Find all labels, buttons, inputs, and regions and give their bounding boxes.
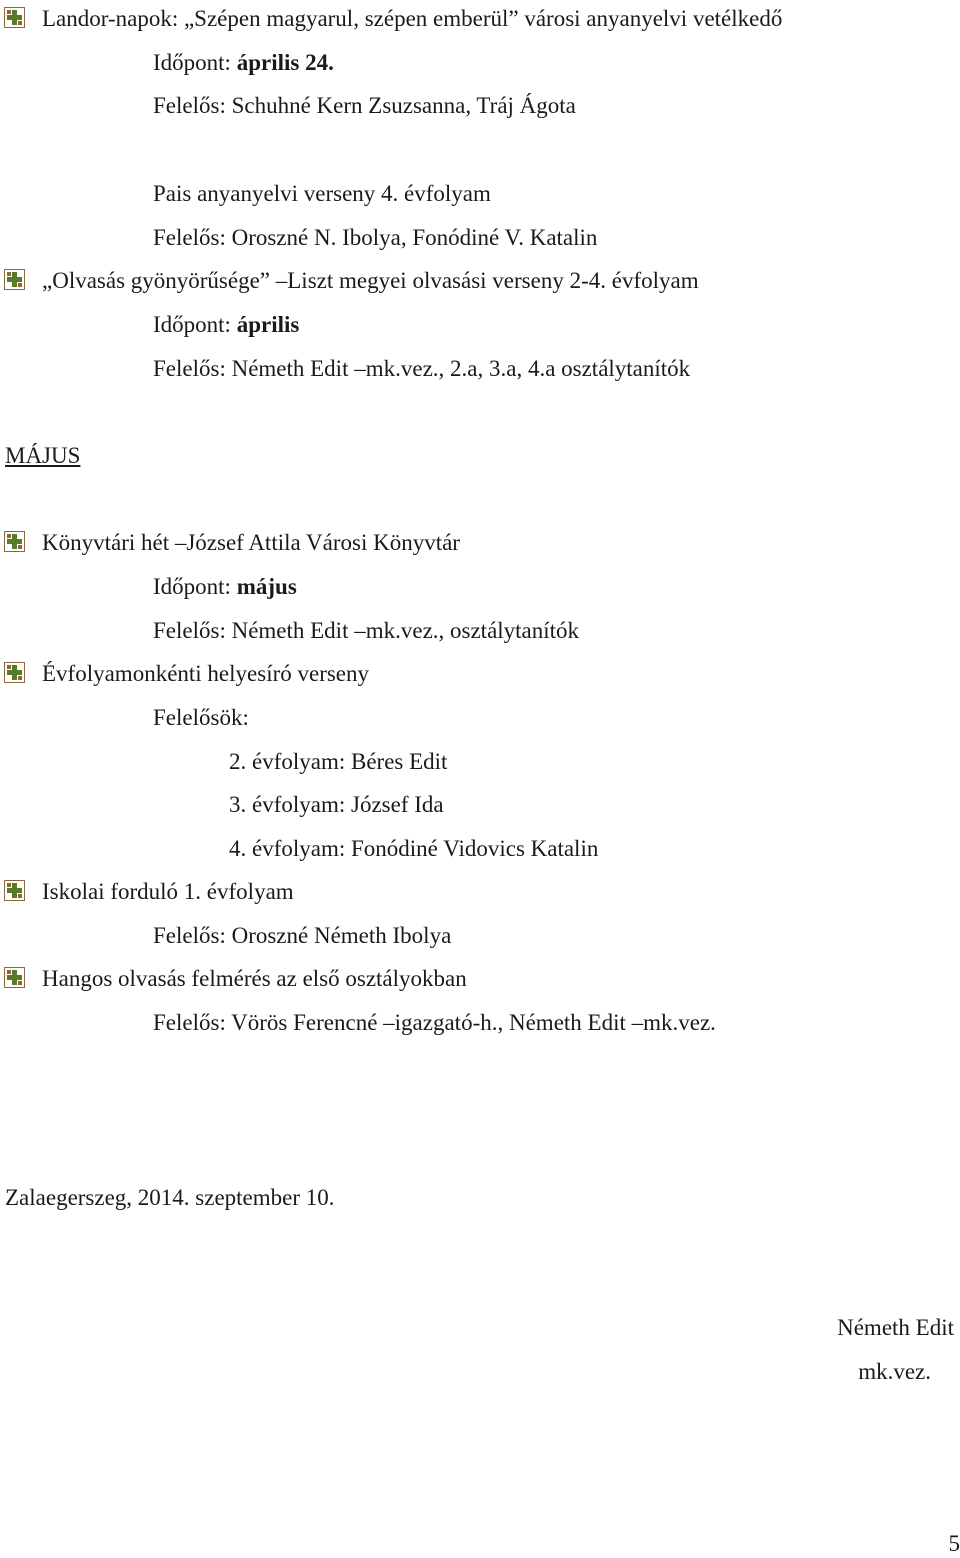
bullet-icon (4, 662, 25, 683)
page-number: 5 (949, 1530, 960, 1558)
event-responsible: Felelős: Németh Edit –mk.vez., osztálytanítók (153, 617, 579, 645)
time-value: május (237, 574, 297, 599)
event-time (153, 311, 299, 339)
grade-responsible: 2. évfolyam: Béres Edit (229, 748, 447, 776)
event-title: Hangos olvasás felmérés az első osztályokban (42, 965, 467, 993)
event-sub-title: Pais anyanyelvi verseny 4. évfolyam (153, 180, 491, 208)
section-heading-may: MÁJUS (5, 442, 80, 470)
responsible-heading: Felelősök: (153, 704, 249, 732)
bullet-icon (4, 531, 25, 552)
event-title: Könyvtári hét –József Attila Városi Könyvtár (42, 529, 460, 557)
bullet-icon (4, 880, 25, 901)
time-label: Időpont: (153, 50, 237, 75)
signature-title: mk.vez. (858, 1358, 931, 1386)
event-time (153, 49, 334, 77)
bullet-icon (4, 7, 25, 28)
signature-name: Németh Edit (837, 1314, 954, 1342)
event-responsible: Felelős: Schuhné Kern Zsuzsanna, Tráj Ágota (153, 92, 576, 120)
event-responsible: Felelős: Vörös Ferencné –igazgató-h., Németh Edit –mk.vez. (153, 1009, 716, 1037)
event-responsible: Felelős: Németh Edit –mk.vez., 2.a, 3.a, 4.a osztálytanítók (153, 355, 690, 383)
bullet-icon (4, 269, 25, 290)
grade-responsible: 4. évfolyam: Fonódiné Vidovics Katalin (229, 835, 598, 863)
event-sub-responsible: Felelős: Oroszné N. Ibolya, Fonódiné V. Katalin (153, 224, 597, 252)
time-value: április 24. (237, 50, 334, 75)
place-date: Zalaegerszeg, 2014. szeptember 10. (5, 1184, 335, 1212)
event-responsible: Felelős: Oroszné Németh Ibolya (153, 922, 451, 950)
time-label: Időpont: (153, 574, 237, 599)
grade-responsible: 3. évfolyam: József Ida (229, 791, 444, 819)
time-value: április (237, 312, 300, 337)
event-title: Iskolai forduló 1. évfolyam (42, 878, 294, 906)
time-label: Időpont: (153, 312, 237, 337)
bullet-icon (4, 967, 25, 988)
event-time (153, 573, 297, 601)
event-title: Évfolyamonkénti helyesíró verseny (42, 660, 369, 688)
event-title: „Olvasás gyönyörűsége” –Liszt megyei olvasási verseny 2-4. évfolyam (42, 267, 699, 295)
event-title: Landor-napok: „Szépen magyarul, szépen emberül” városi anyanyelvi vetélkedő (42, 5, 782, 33)
